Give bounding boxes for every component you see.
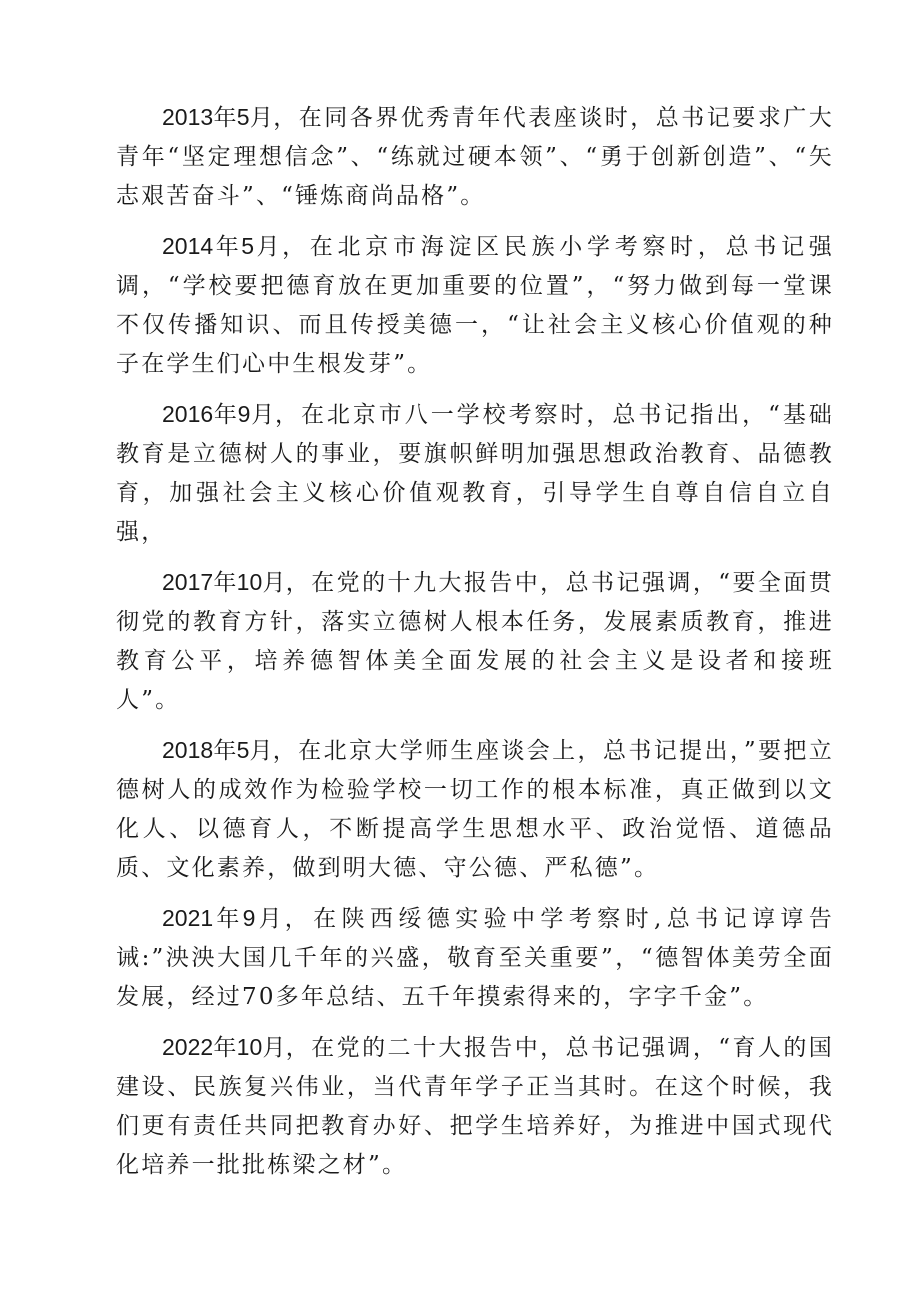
paragraph-2022 [116,1028,834,1185]
paragraph-text: ，在北京市海淀区民族小学考察时，总书记强调，“学校要把德育放在更加重要的位置”，“努力做到每一堂课不仅传播知识、而且传授美德一，“让社会主义核心价值观的种子在学生们心中生根发芽”。 [116,234,835,377]
paragraph-date: 2018年5月 [162,737,273,763]
paragraph-text: ，在同各界优秀青年代表座谈时，总书记要求广大青年“坚定理想信念”、“练就过硬本领”、“勇于创新创造”、“矢志艰苦奋斗”、“锤炼商尚品格”。 [116,105,834,209]
document-body [116,98,834,1185]
paragraph-2014 [116,227,834,384]
paragraph-2017 [116,563,834,720]
paragraph-date: 2017年10月 [162,569,286,595]
paragraph-2016 [116,395,834,552]
paragraph-date: 2013年5月 [162,104,274,130]
paragraph-date: 2021年9月 [162,905,285,931]
paragraph-text: ，在北京市八一学校考察时，总书记指出，“基础教育是立德树人的事业，要旗帜鲜明加强思想政治教育、品德教育，加强社会主义核心价值观教育，引导学生自尊自信自立自强， [116,402,834,545]
paragraph-date: 2016年9月 [162,401,275,427]
paragraph-date: 2014年5月 [162,233,283,259]
paragraph-text: ，在党的二十大报告中，总书记强调，“育人的国建设、民族复兴伟业，当代青年学子正当其时。在这个时候，我们更有责任共同把教育办好、把学生培养好，为推进中国式现代化培养一批批栋梁之材”。 [116,1035,834,1178]
paragraph-2021 [116,899,834,1017]
paragraph-text: ，在北京大学师生座谈会上，总书记提出，”要把立德树人的成效作为检验学校一切工作的根本标准，真正做到以文化人、以德育人，不断提高学生思想水平、政治觉悟、道德品质、文化素养，做到明大德、守公德、严私德”。 [116,738,835,881]
paragraph-text: ，在党的十九大报告中，总书记强调，“要全面贯彻党的教育方针，落实立德树人根本任务，发展素质教育，推进教育公平，培养德智体美全面发展的社会主义是设者和接班人”。 [116,570,834,713]
paragraph-date: 2022年10月 [162,1034,286,1060]
paragraph-text: ，在陕西绥德实验中学考察时,总书记谆谆告诫:”泱泱大国几千年的兴盛，敬育至关重要”，“德智体美劳全面发展，经过70多年总结、五千年摸索得来的，字字千金”。 [116,906,834,1010]
paragraph-2013 [116,98,834,216]
paragraph-2018 [116,731,834,888]
